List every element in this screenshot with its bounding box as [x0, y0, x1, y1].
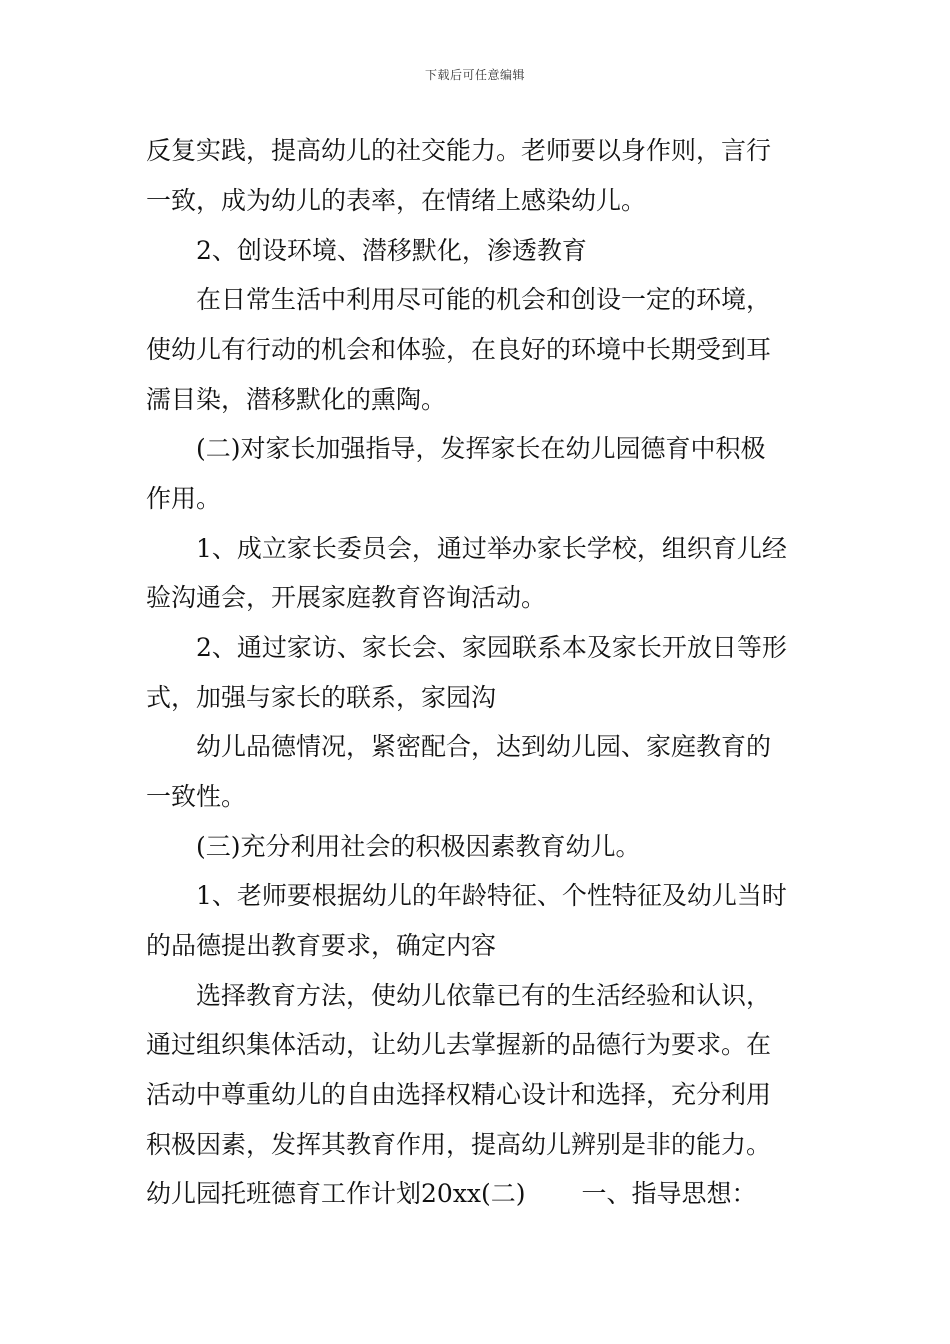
paragraph-line: 2、创设环境、潜移默化，渗透教育 [196, 236, 587, 265]
paragraph-line: 式，加强与家长的联系，家园沟 [146, 683, 497, 712]
paragraph-line: 使幼儿有行动的机会和体验，在良好的环境中长期受到耳 [146, 335, 772, 364]
paragraph-line: 的品德提出教育要求，确定内容 [146, 931, 497, 960]
document-title: 幼儿园托班德育工作计划20xx(二) [146, 1179, 526, 1208]
section-title-line [146, 1181, 757, 1206]
paragraph-line: 反复实践，提高幼儿的社交能力。老师要以身作则，言行 [146, 136, 772, 165]
paragraph-line: 在日常生活中利用尽可能的机会和创设一定的环境， [196, 285, 772, 314]
paragraph-line: 一致性。 [146, 782, 247, 811]
paragraph-line: 活动中尊重幼儿的自由选择权精心设计和选择，充分利用 [146, 1080, 772, 1109]
paragraph-line: 濡目染，潜移默化的熏陶。 [146, 385, 447, 414]
paragraph-line: 积极因素，发挥其教育作用，提高幼儿辨别是非的能力。 [146, 1130, 772, 1159]
header-note: 下载后可任意编辑 [424, 68, 525, 82]
paragraph-line: 幼儿品德情况，紧密配合，达到幼儿园、家庭教育的 [196, 732, 772, 761]
paragraph-line: 1、成立家长委员会，通过举办家长学校，组织育儿经 [196, 534, 787, 563]
paragraph-line: 选择教育方法，使幼儿依靠已有的生活经验和认识， [196, 981, 772, 1010]
paragraph-line: 1、老师要根据幼儿的年龄特征、个性特征及幼儿当时 [196, 881, 787, 910]
paragraph-line: 一致，成为幼儿的表率，在情绪上感染幼儿。 [146, 186, 647, 215]
paragraph-line: (二)对家长加强指导，发挥家长在幼儿园德育中积极 [196, 434, 766, 463]
paragraph-line: 通过组织集体活动，让幼儿去掌握新的品德行为要求。在 [146, 1030, 772, 1059]
paragraph-line: (三)充分利用社会的积极因素教育幼儿。 [196, 832, 641, 861]
paragraph-line: 作用。 [146, 484, 222, 513]
section-heading: 一、指导思想： [581, 1179, 757, 1208]
paragraph-line: 2、通过家访、家长会、家园联系本及家长开放日等形 [196, 633, 787, 662]
paragraph-line: 验沟通会，开展家庭教育咨询活动。 [146, 583, 547, 612]
